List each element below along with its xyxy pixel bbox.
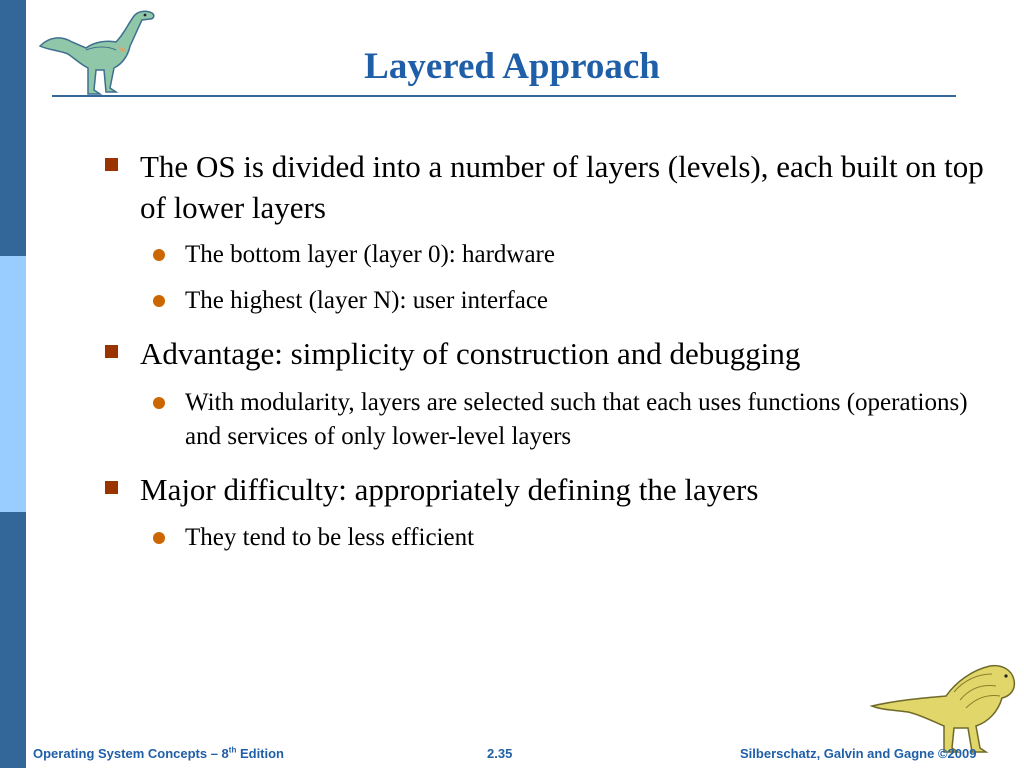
- page-number: 2.35: [487, 746, 513, 761]
- bullet-item: [140, 146, 990, 228]
- sub-bullet-item: [185, 386, 975, 454]
- sub-bullet-item: [185, 238, 975, 272]
- dot-bullet-icon: [153, 249, 165, 261]
- bullet-text: Advantage: simplicity of construction and debugging: [140, 336, 801, 371]
- footer-book-sup: th: [228, 745, 237, 755]
- dot-bullet-icon: [153, 397, 165, 409]
- sub-bullet-text: They tend to be less efficient: [185, 524, 475, 551]
- dot-bullet-icon: [153, 532, 165, 544]
- sub-bullet-item: [185, 521, 975, 555]
- footer-authors: Silberschatz, Galvin and Gagne ©2009: [740, 746, 977, 761]
- footer-book-title: [33, 745, 284, 763]
- bullet-item: [140, 333, 990, 374]
- bullet-text: Major difficulty: appropriately defining the layers: [140, 472, 759, 507]
- dot-bullet-icon: [153, 295, 165, 307]
- sub-bullet-text: The highest (layer N): user interface: [185, 287, 549, 314]
- square-bullet-icon: [105, 158, 118, 171]
- dinosaur-icon: [868, 656, 1018, 756]
- square-bullet-icon: [105, 481, 118, 494]
- sub-bullet-item: [185, 284, 975, 318]
- square-bullet-icon: [105, 345, 118, 358]
- sub-bullet-text: The bottom layer (layer 0): hardware: [185, 241, 555, 268]
- bullet-text: The OS is divided into a number of layers (levels), each built on top of lower layers: [140, 149, 984, 225]
- footer-book-suffix: Edition: [236, 746, 285, 761]
- sub-bullet-text: With modularity, layers are selected such that each uses functions (operations) and services of only lower-level layers: [185, 389, 968, 450]
- slide-title: Layered Approach: [364, 46, 660, 87]
- footer-book-prefix: Operating System Concepts – 8: [33, 746, 229, 761]
- bullet-item: [140, 469, 990, 510]
